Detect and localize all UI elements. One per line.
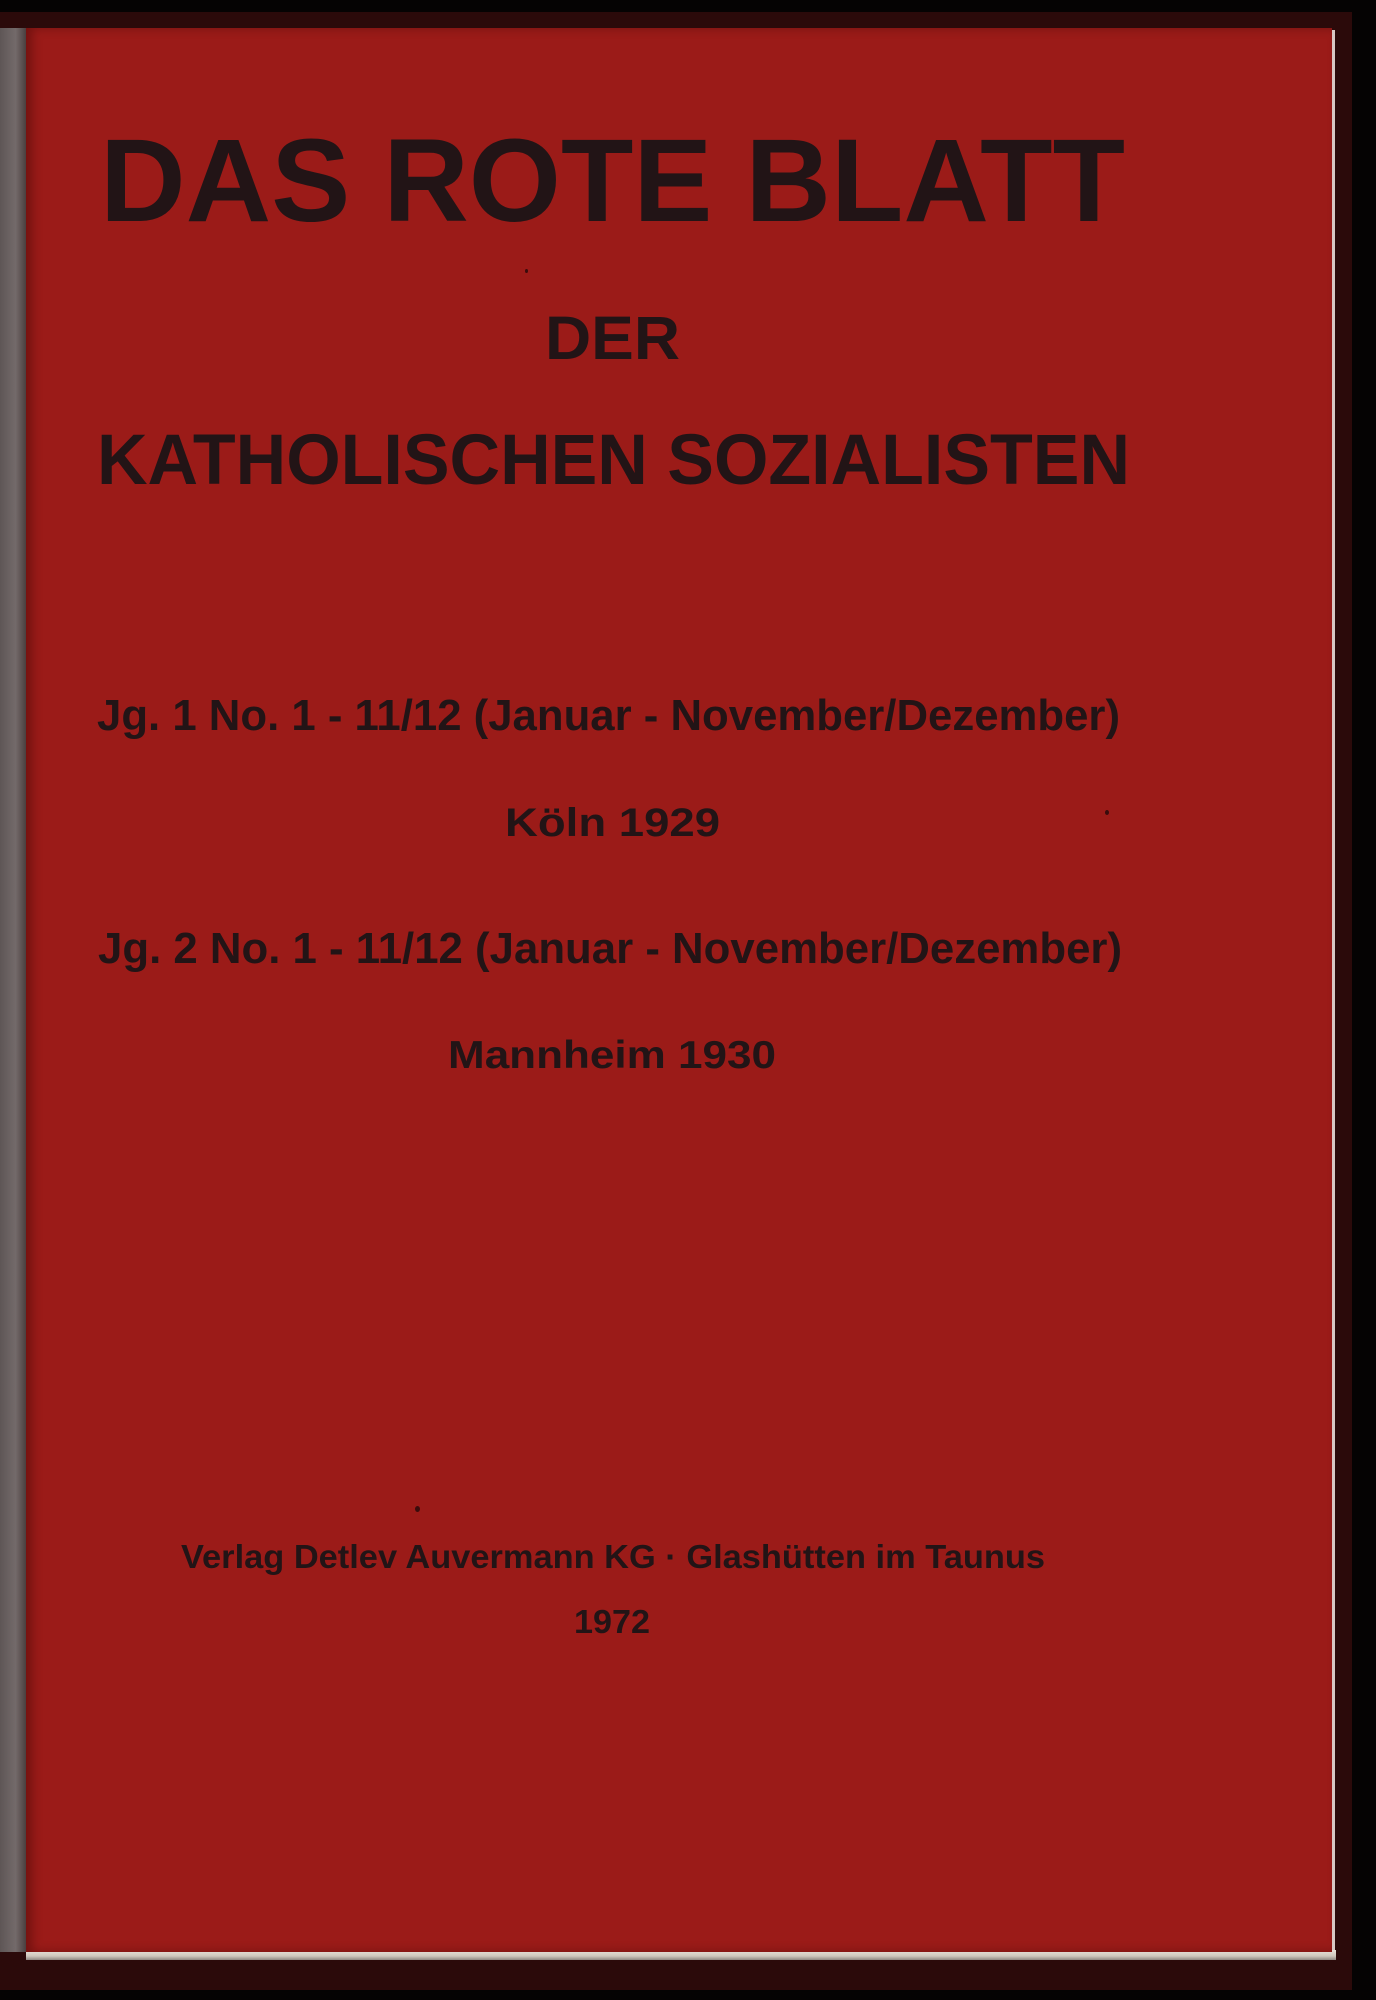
volume-1-place-year: Köln 1929 — [504, 800, 720, 845]
paper-speck — [525, 269, 528, 273]
title-page — [26, 28, 1332, 1952]
paper-speck — [1105, 810, 1109, 815]
book-spine-strip — [0, 28, 26, 1952]
volume-2-place-year: Mannheim 1930 — [448, 1033, 777, 1077]
volume-1-issue-line: Jg. 1 No. 1 - 11/12 (Januar - November/Dezember) — [97, 690, 1121, 740]
volume-2-issue-line: Jg. 2 No. 1 - 11/12 (Januar - November/Dezember) — [98, 923, 1123, 973]
main-title: DAS ROTE BLATT — [100, 115, 1125, 248]
subtitle-der: DER — [544, 303, 680, 372]
publisher-line: Verlag Detlev Auvermann KG · Glashütten im Taunus — [181, 1538, 1046, 1576]
paper-speck — [415, 1506, 420, 1512]
reprint-year: 1972 — [574, 1603, 650, 1641]
subtitle-katholischen-sozialisten: KATHOLISCHEN SOZIALISTEN — [97, 421, 1131, 501]
